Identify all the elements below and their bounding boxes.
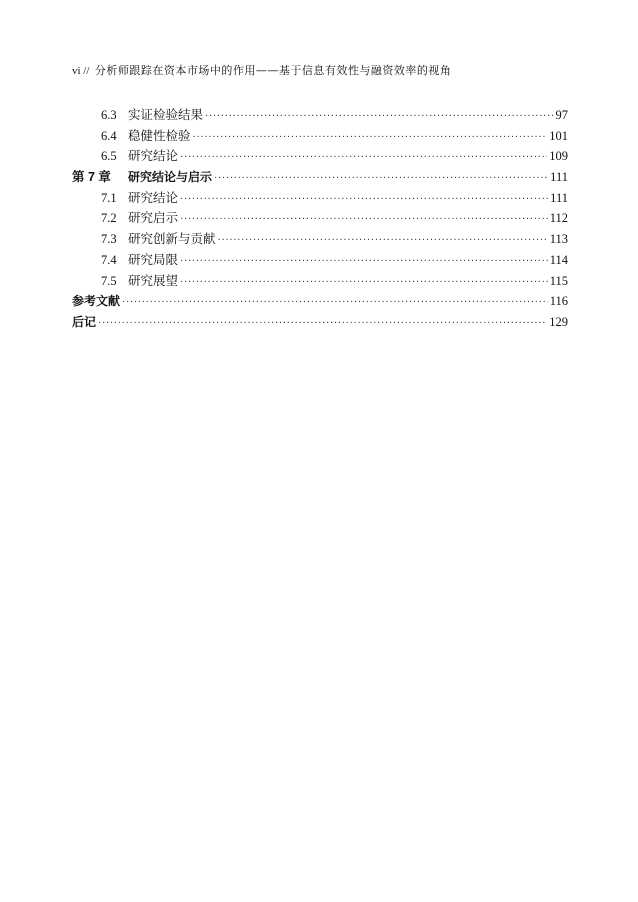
toc-entry-7-5[interactable]: [72, 271, 568, 292]
dot-leader: [180, 273, 548, 294]
toc-entry-label: 研究结论: [128, 189, 179, 205]
toc-entry-number: 7.3: [101, 232, 117, 247]
toc-entry-page: 111: [550, 170, 568, 185]
toc-entry-6-3[interactable]: [72, 105, 568, 126]
toc-chapter-number: 第 7 章: [72, 170, 111, 185]
toc-entry-7-1[interactable]: [72, 188, 568, 209]
toc-entry-6-5[interactable]: [72, 146, 568, 167]
toc-entry-number: 7.1: [101, 190, 117, 205]
dot-leader: [218, 231, 548, 252]
toc-entry-number: 6.5: [101, 149, 117, 164]
toc-entry-number: 7.5: [101, 273, 117, 288]
toc-entry-page: 111: [550, 190, 568, 205]
dot-leader: [180, 252, 548, 273]
toc-entry-page: 101: [549, 128, 568, 143]
toc-entry-page: 116: [549, 294, 568, 309]
dot-leader: [180, 210, 548, 231]
dot-leader: [214, 169, 548, 190]
toc-entry-page: 97: [555, 108, 568, 122]
toc-entry-page: 115: [549, 273, 568, 288]
toc-entry-label: 参考文献: [72, 294, 121, 309]
toc-entry-6-4[interactable]: [72, 126, 568, 147]
running-header: [72, 63, 568, 79]
dot-leader: [122, 293, 548, 314]
dot-leader: [98, 314, 547, 335]
toc-entry-label: 研究启示: [128, 210, 179, 226]
toc-entry-chapter-7[interactable]: [72, 167, 568, 188]
toc-entry-label: 研究局限: [128, 251, 179, 267]
toc-entry-page: 114: [549, 252, 568, 267]
toc-entry-page: 129: [549, 314, 568, 329]
dot-leader: [205, 107, 553, 128]
book-title: 分析师跟踪在资本市场中的作用——基于信息有效性与融资效率的视角: [94, 64, 452, 77]
toc-entry-label: 稳健性检验: [128, 127, 191, 143]
toc-entry-7-2[interactable]: [72, 208, 568, 229]
page-folio: vi //: [72, 65, 90, 77]
toc-entry-7-3[interactable]: [72, 229, 568, 250]
dot-leader: [193, 128, 548, 149]
dot-leader: [180, 190, 548, 211]
toc-entry-number: 6.3: [101, 108, 117, 122]
table-of-contents: [72, 105, 568, 333]
toc-entry-label: 后记: [72, 314, 97, 329]
toc-entry-number: 7.2: [101, 211, 117, 226]
toc-entry-label: 研究创新与贡献: [128, 231, 216, 247]
dot-leader: [180, 148, 547, 169]
toc-entry-afterword[interactable]: [72, 312, 568, 333]
toc-entry-label: 实证检验结果: [128, 107, 204, 122]
toc-entry-7-4[interactable]: [72, 250, 568, 271]
toc-entry-number: 6.4: [101, 128, 117, 143]
toc-entry-label: 研究结论: [128, 148, 179, 164]
toc-entry-label: 研究展望: [128, 272, 179, 288]
toc-entry-page: 112: [549, 211, 568, 226]
toc-entry-label: 研究结论与启示: [128, 170, 213, 185]
toc-entry-page: 113: [549, 232, 568, 247]
toc-entry-references[interactable]: [72, 291, 568, 312]
toc-entry-number: 7.4: [101, 252, 117, 267]
toc-entry-page: 109: [549, 149, 568, 164]
